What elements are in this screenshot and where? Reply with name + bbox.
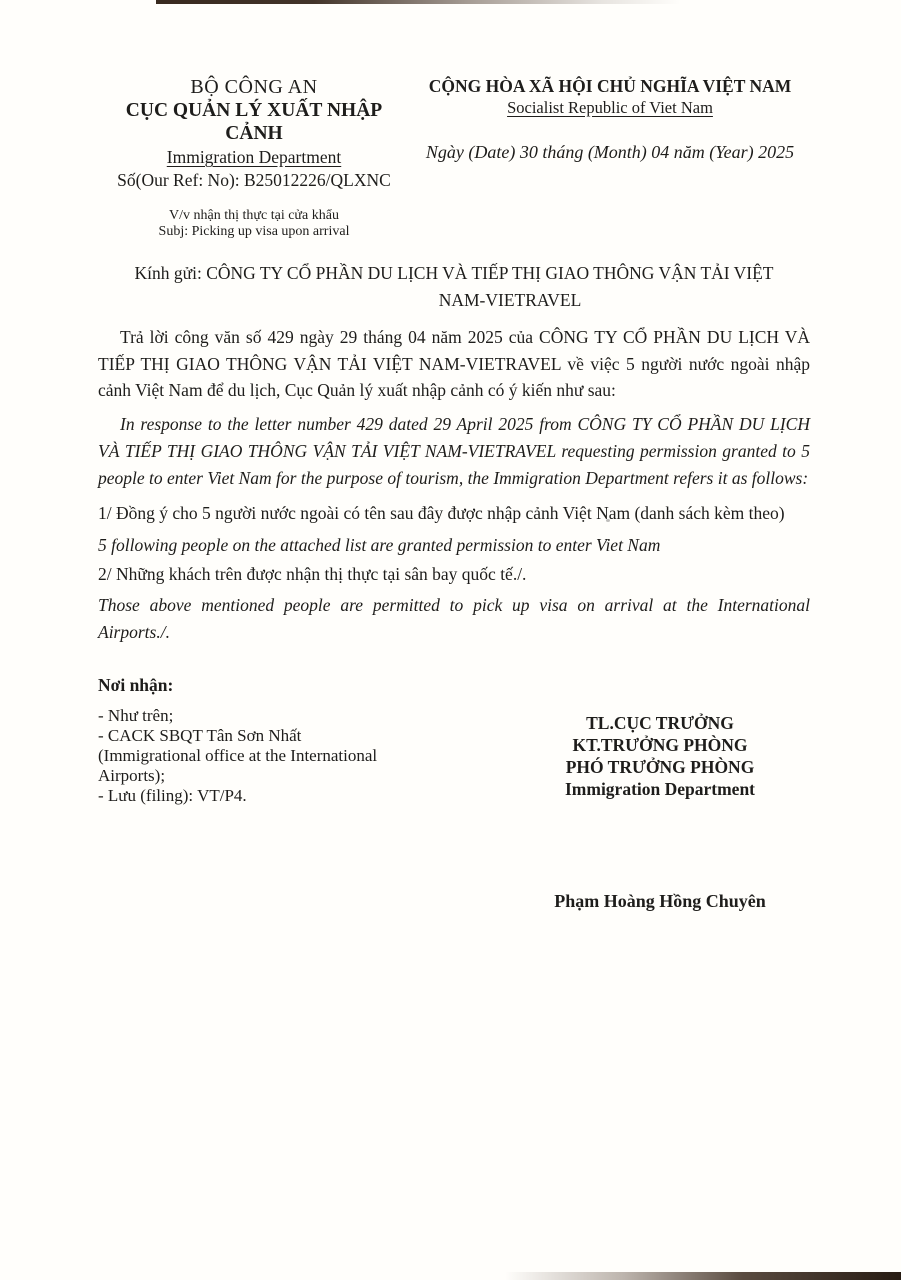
reference-number: Số(Our Ref: No): B25012226/QLXNC	[117, 170, 391, 190]
department-name-vi: CỤC QUẢN LÝ XUẤT NHẬP CẢNH	[125, 100, 383, 144]
ministry-name: BỘ CÔNG AN	[190, 76, 318, 98]
date-line: Ngày (Date) 30 tháng (Month) 04 năm (Year) 2025	[425, 142, 795, 162]
scan-artifact-top-edge	[156, 0, 681, 4]
recipient-line-1: Kính gửi: CÔNG TY CỔ PHẦN DU LỊCH VÀ TIẾP THỊ GIAO THÔNG VẬN TẢI VIỆT	[134, 263, 774, 283]
recipients-list-line: (Immigrational office at the International	[98, 745, 378, 765]
point-1-english: 5 following people on the attached list are granted permission to enter Viet Nam	[98, 534, 661, 555]
national-motto-block	[410, 76, 810, 192]
subject-block	[98, 208, 410, 240]
scan-artifact-speck	[606, 519, 610, 522]
signer-title-4: Immigration Department	[564, 778, 756, 799]
scan-artifact-bottom-edge	[505, 1272, 901, 1280]
signer-name: Phạm Hoàng Hồng Chuyên	[554, 890, 766, 911]
country-name-en: Socialist Republic of Viet Nam	[507, 98, 713, 117]
recipients-list-line: - Lưu (filing): VT/P4.	[98, 785, 247, 805]
letter-footer	[0, 675, 901, 995]
point-1-vietnamese: 1/ Đồng ý cho 5 người nước ngoài có tên sau đây được nhập cảnh Việt Nam (danh sách kèm theo)	[98, 502, 785, 523]
recipients-list-line: Airports);	[98, 765, 166, 785]
recipients-list	[98, 706, 428, 806]
recipient-line	[98, 260, 810, 314]
signer-title-1: TL.CỤC TRƯỞNG	[586, 712, 734, 733]
recipients-list-line: - CACK SBQT Tân Sơn Nhất	[98, 725, 302, 745]
recipients-list-line: - Như trên;	[98, 705, 174, 725]
country-name-vi: CỘNG HÒA XÃ HỘI CHỦ NGHĨA VIỆT NAM	[428, 76, 792, 96]
signer-title-2: KT.TRƯỞNG PHÒNG	[572, 734, 748, 755]
point-2-vietnamese: 2/ Những khách trên được nhận thị thực tại sân bay quốc tế./.	[98, 563, 527, 584]
recipients-list-label: Nơi nhận:	[98, 674, 174, 695]
subject-en: Subj: Picking up visa upon arrival	[158, 224, 350, 239]
signature-title-block	[480, 712, 840, 800]
signer-title-3: PHÓ TRƯỞNG PHÒNG	[565, 756, 755, 777]
point-2-english: Those above mentioned people are permitted to pick up visa on arrival at the International Airports./.	[98, 594, 810, 642]
letter-body	[98, 324, 810, 646]
issuing-authority-block	[98, 76, 410, 192]
subject-vi: V/v nhận thị thực tại cửa khẩu	[169, 208, 339, 223]
department-name-en: Immigration Department	[166, 147, 342, 167]
paragraph-english: In response to the letter number 429 dated 29 April 2025 from CÔNG TY CỔ PHẦN DU LỊCH VÀ TIẾP THỊ GIAO THÔNG VẬN TẢI VIỆT NAM-VIETRAVEL requesting permission granted to 5 people to enter Viet Nam for the purpose of tourism, the Immigration Department refers it as follows:	[98, 413, 810, 488]
paragraph-vietnamese: Trả lời công văn số 429 ngày 29 tháng 04 năm 2025 của CÔNG TY CỔ PHẦN DU LỊCH VÀ TIẾP THỊ GIAO THÔNG VẬN TẢI VIỆT NAM-VIETRAVEL về việc 5 người nước ngoài nhập cảnh Việt Nam để du lịch, Cục Quản lý xuất nhập cảnh có ý kiến như sau:	[98, 327, 810, 400]
recipient-line-2: NAM-VIETRAVEL	[438, 290, 582, 310]
letter-header	[0, 0, 901, 192]
